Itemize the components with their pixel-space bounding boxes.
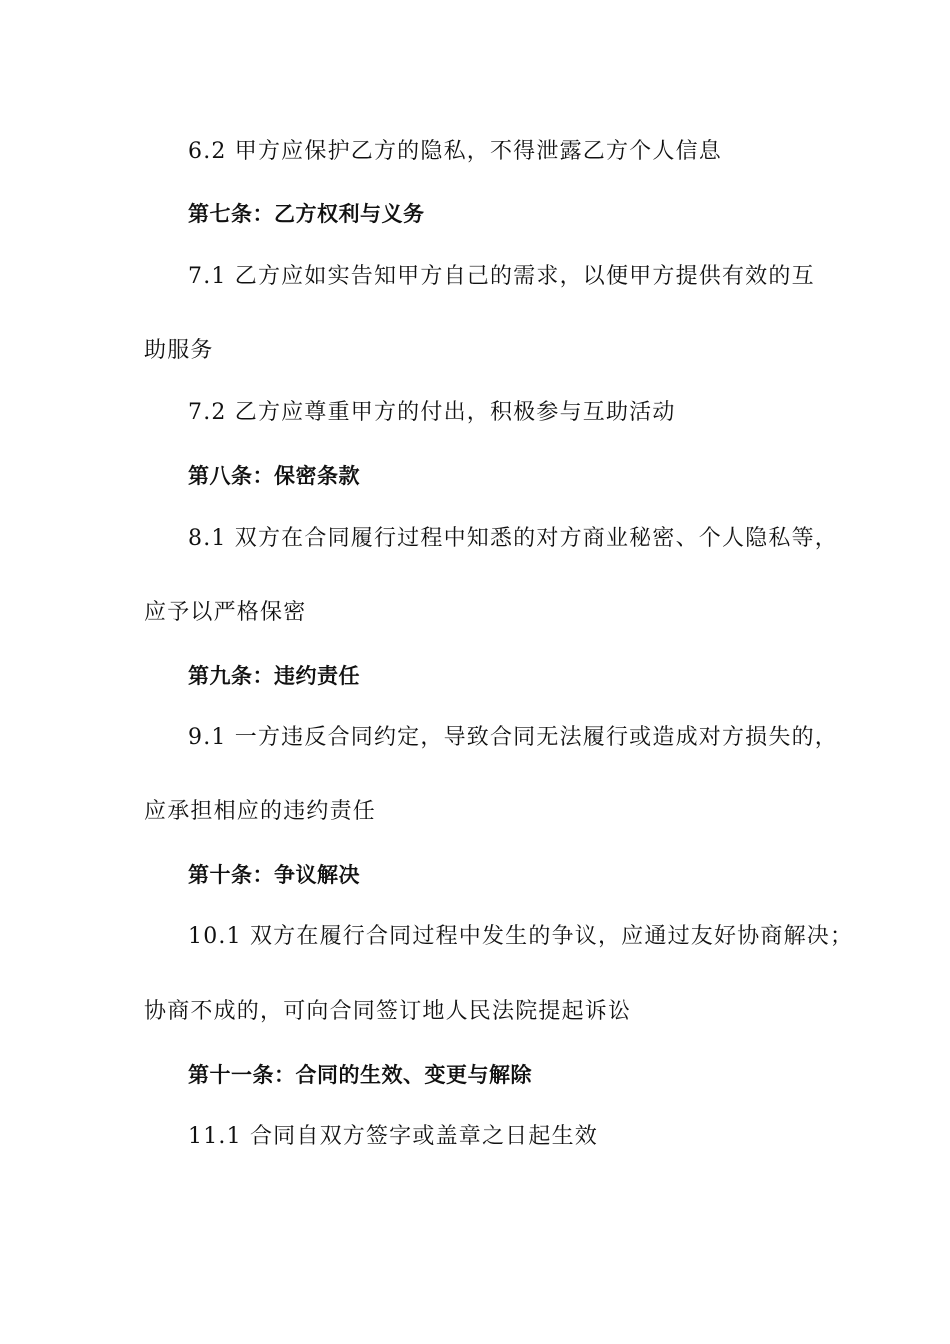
clause-7-1-continued: 助服务: [144, 338, 214, 363]
article-11-heading: 第十一条：合同的生效、变更与解除: [188, 1063, 532, 1087]
clause-10-1-continued: 协商不成的，可向合同签订地人民法院提起诉讼: [144, 999, 632, 1024]
clause-10-1: 10.1 双方在履行合同过程中发生的争议，应通过友好协商解决；: [188, 924, 854, 949]
clause-7-1: 7.1 乙方应如实告知甲方自己的需求，以便甲方提供有效的互: [188, 264, 815, 289]
clause-9-1-continued: 应承担相应的违约责任: [144, 799, 377, 824]
article-10-heading: 第十条：争议解决: [188, 863, 360, 887]
article-9-heading: 第九条：违约责任: [188, 664, 360, 688]
clause-8-1-continued: 应予以严格保密: [144, 600, 307, 625]
article-7-heading: 第七条：乙方权利与义务: [188, 202, 425, 226]
clause-9-1: 9.1 一方违反合同约定，导致合同无法履行或造成对方损失的，: [188, 725, 838, 750]
clause-6-2: 6.2 甲方应保护乙方的隐私，不得泄露乙方个人信息: [188, 139, 722, 164]
clause-11-1: 11.1 合同自双方签字或盖章之日起生效: [188, 1124, 598, 1149]
article-8-heading: 第八条：保密条款: [188, 464, 360, 488]
clause-7-2: 7.2 乙方应尊重甲方的付出，积极参与互助活动: [188, 400, 676, 425]
clause-8-1: 8.1 双方在合同履行过程中知悉的对方商业秘密、个人隐私等，: [188, 526, 838, 551]
